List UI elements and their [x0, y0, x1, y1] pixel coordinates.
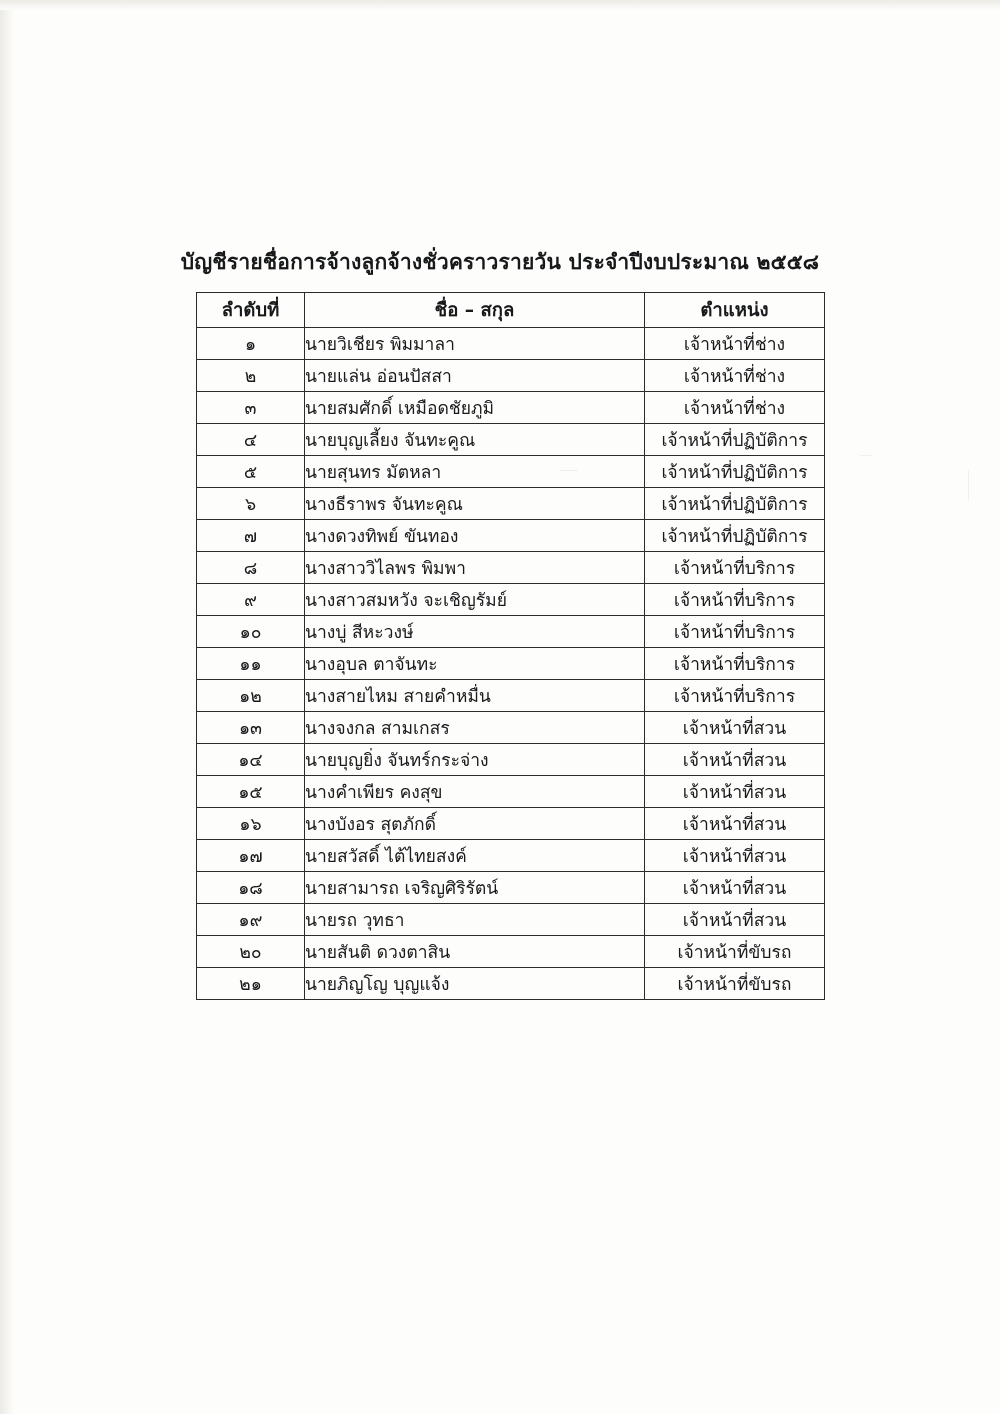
column-header-name: ชื่อ – สกุล: [305, 293, 645, 328]
cell-no: ๑๒: [197, 680, 305, 712]
table-row: [197, 616, 825, 648]
cell-no: ๑๑: [197, 648, 305, 680]
cell-name: นายแล่น อ่อนปัสสา: [305, 360, 645, 392]
column-header-position: ตำแหน่ง: [645, 293, 825, 328]
cell-name: นายวิเชียร พิมมาลา: [305, 328, 645, 360]
table-row: [197, 552, 825, 584]
cell-name: นายบุญยิ่ง จันทร์กระจ่าง: [305, 744, 645, 776]
table-row: [197, 424, 825, 456]
table-row: [197, 744, 825, 776]
cell-name: นางธีราพร จันทะคูณ: [305, 488, 645, 520]
cell-name: นางบังอร สุตภักดิ์: [305, 808, 645, 840]
table-row: [197, 968, 825, 1000]
table-row: [197, 392, 825, 424]
cell-position: เจ้าหน้าที่บริการ: [645, 680, 825, 712]
scan-artifact: [560, 470, 578, 471]
table-row: [197, 840, 825, 872]
cell-no: ๑๐: [197, 616, 305, 648]
table-row: [197, 680, 825, 712]
cell-name: นางสายไหม สายคำหมื่น: [305, 680, 645, 712]
cell-position: เจ้าหน้าที่ช่าง: [645, 360, 825, 392]
cell-position: เจ้าหน้าที่ขับรถ: [645, 936, 825, 968]
cell-no: ๕: [197, 456, 305, 488]
scan-edge-top: [0, 0, 1000, 10]
roster-table: [196, 292, 825, 1000]
column-header-no: ลำดับที่: [197, 293, 305, 328]
cell-no: ๒๑: [197, 968, 305, 1000]
cell-name: นางสาวสมหวัง จะเชิญรัมย์: [305, 584, 645, 616]
table-row: [197, 488, 825, 520]
cell-name: นางดวงทิพย์ ขันทอง: [305, 520, 645, 552]
cell-position: เจ้าหน้าที่สวน: [645, 840, 825, 872]
cell-no: ๙: [197, 584, 305, 616]
table-row: [197, 520, 825, 552]
cell-position: เจ้าหน้าที่ขับรถ: [645, 968, 825, 1000]
cell-name: นางอุบล ตาจันทะ: [305, 648, 645, 680]
table-row: [197, 776, 825, 808]
cell-position: เจ้าหน้าที่ช่าง: [645, 328, 825, 360]
cell-no: ๗: [197, 520, 305, 552]
cell-name: นายสามารถ เจริญศิริรัตน์: [305, 872, 645, 904]
cell-name: นายสันติ ดวงตาสิน: [305, 936, 645, 968]
cell-position: เจ้าหน้าที่สวน: [645, 712, 825, 744]
cell-name: นายภิญโญ บุญแจ้ง: [305, 968, 645, 1000]
table-body: [197, 328, 825, 1000]
cell-position: เจ้าหน้าที่สวน: [645, 904, 825, 936]
cell-no: ๑๕: [197, 776, 305, 808]
table-row: [197, 456, 825, 488]
cell-no: ๑๔: [197, 744, 305, 776]
scan-edge-left: [0, 0, 14, 1414]
table-row: [197, 904, 825, 936]
cell-position: เจ้าหน้าที่สวน: [645, 776, 825, 808]
cell-position: เจ้าหน้าที่ปฏิบัติการ: [645, 424, 825, 456]
cell-no: ๑๓: [197, 712, 305, 744]
cell-name: นายรถ วุทธา: [305, 904, 645, 936]
cell-no: ๑๙: [197, 904, 305, 936]
cell-name: นางสาววิไลพร พิมพา: [305, 552, 645, 584]
table-row: [197, 872, 825, 904]
cell-no: ๒๐: [197, 936, 305, 968]
page-title: บัญชีรายชื่อการจ้างลูกจ้างชั่วคราวรายวัน ประจำปีงบประมาณ ๒๕๕๘: [180, 250, 820, 274]
scan-artifact: [968, 470, 969, 500]
cell-no: ๒: [197, 360, 305, 392]
cell-position: เจ้าหน้าที่บริการ: [645, 584, 825, 616]
cell-no: ๑๖: [197, 808, 305, 840]
cell-no: ๑๗: [197, 840, 305, 872]
cell-name: นายบุญเลี้ยง จันทะคูณ: [305, 424, 645, 456]
cell-position: เจ้าหน้าที่บริการ: [645, 648, 825, 680]
scan-artifact: [860, 455, 872, 456]
cell-position: เจ้าหน้าที่บริการ: [645, 552, 825, 584]
table-header-row: [197, 293, 825, 328]
cell-position: เจ้าหน้าที่บริการ: [645, 616, 825, 648]
cell-name: นางบู่ สีหะวงษ์: [305, 616, 645, 648]
cell-no: ๑๘: [197, 872, 305, 904]
cell-no: ๑: [197, 328, 305, 360]
cell-position: เจ้าหน้าที่ปฏิบัติการ: [645, 488, 825, 520]
cell-position: เจ้าหน้าที่ปฏิบัติการ: [645, 456, 825, 488]
cell-name: นางคำเพียร คงสุข: [305, 776, 645, 808]
table-row: [197, 360, 825, 392]
table-row: [197, 328, 825, 360]
cell-position: เจ้าหน้าที่สวน: [645, 808, 825, 840]
table-row: [197, 584, 825, 616]
table-header: [197, 293, 825, 328]
cell-name: นายสมศักดิ์ เหมือดชัยภูมิ: [305, 392, 645, 424]
table-row: [197, 808, 825, 840]
cell-no: ๖: [197, 488, 305, 520]
cell-name: นายสวัสดิ์ ไต้ไทยสงค์: [305, 840, 645, 872]
cell-no: ๘: [197, 552, 305, 584]
cell-position: เจ้าหน้าที่ช่าง: [645, 392, 825, 424]
table-row: [197, 936, 825, 968]
cell-position: เจ้าหน้าที่สวน: [645, 872, 825, 904]
cell-name: นายสุนทร มัตหลา: [305, 456, 645, 488]
cell-no: ๔: [197, 424, 305, 456]
roster-table-container: [196, 292, 824, 1000]
table-row: [197, 712, 825, 744]
cell-position: เจ้าหน้าที่สวน: [645, 744, 825, 776]
cell-no: ๓: [197, 392, 305, 424]
table-row: [197, 648, 825, 680]
cell-name: นางจงกล สามเกสร: [305, 712, 645, 744]
cell-position: เจ้าหน้าที่ปฏิบัติการ: [645, 520, 825, 552]
